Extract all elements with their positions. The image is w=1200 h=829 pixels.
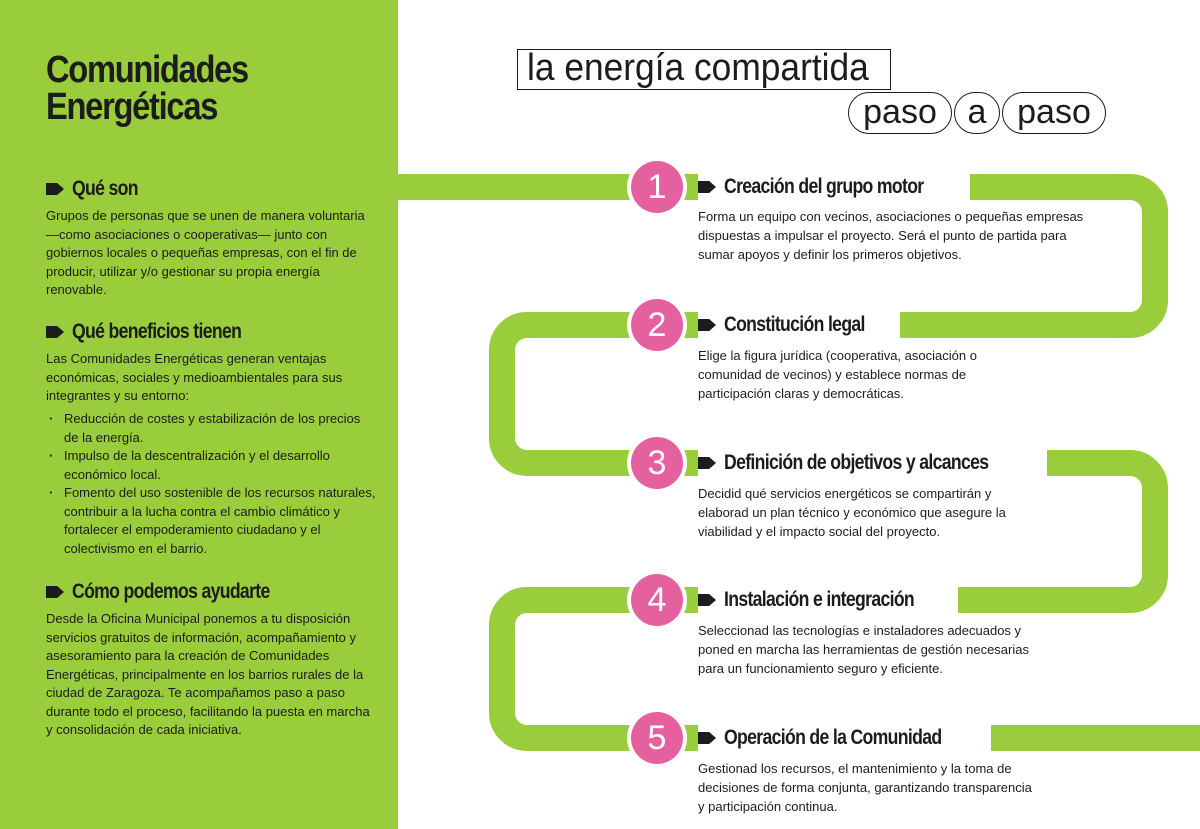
step-title: Constitución legal <box>724 313 865 336</box>
step-title: Definición de objetivos y alcances <box>724 451 989 474</box>
header-title: la energía compartida <box>527 47 869 89</box>
step-text-5: Gestionad los recursos, el mantenimiento y la toma de decisiones de forma conjunta, garantizando transparencia y participación continua. <box>698 761 1032 814</box>
step-number-3: 3 <box>631 437 683 489</box>
step-number-2: 2 <box>631 299 683 351</box>
arrow-right-icon <box>698 181 716 193</box>
step-number-5: 5 <box>631 712 683 764</box>
step-text-2: Elige la figura jurídica (cooperativa, asociación o comunidad de vecinos) y establece normas de participación claras y democráticas. <box>698 348 977 401</box>
list-item: · Reducción de costes y estabilización de los precios de la energía. <box>46 410 376 447</box>
step-heading-4 <box>698 585 958 615</box>
beneficios-intro: Las Comunidades Energéticas generan ventajas económicas, sociales y medioambientales para sus integrantes y su entorno: <box>46 351 343 403</box>
step-title: Creación del grupo motor <box>724 175 924 198</box>
step-heading-3 <box>698 448 1047 478</box>
subtitle-pill-2: a <box>954 92 1000 134</box>
section-title: Cómo podemos ayudarte <box>72 580 270 603</box>
step-text-1: Forma un equipo con vecinos, asociaciones o pequeñas empresas dispuestas a impulsar el proyecto. Será el punto de partida para sumar apoyos y definir los primeros objetivos. <box>698 209 1084 262</box>
step-title: Operación de la Comunidad <box>724 726 942 749</box>
step-text-4: Seleccionad las tecnologías e instaladores adecuados y poned en marcha las herramientas de gestión necesarias para un funcionamiento seguro y eficiente. <box>698 623 1029 676</box>
page-title-line-2: Energéticas <box>46 86 218 128</box>
arrow-right-icon <box>698 319 716 331</box>
que-son-text: Grupos de personas que se unen de manera voluntaria —como asociaciones o cooperativas— junto con gobiernos locales o pequeñas empresas, con el fin de producir, utilizar y/o gestionar su propia energía renovable. <box>46 208 365 297</box>
subtitle-pill-1: paso <box>848 92 952 134</box>
step-number-4: 4 <box>631 574 683 626</box>
step-number-1: 1 <box>631 161 683 213</box>
section-title: Qué beneficios tienen <box>72 320 242 343</box>
step-title: Instalación e integración <box>724 588 915 611</box>
step-heading-2 <box>698 310 900 340</box>
ayuda-text: Desde la Oficina Municipal ponemos a tu disposición servicios gratuitos de información, acompañamiento y asesoramiento para la creación de Comunidades Energéticas, principalmente en los barrios rurales de la ciudad de Zaragoza. Te acompañamos paso a paso durante todo el proceso, facilitando la puesta en marcha y consolidación de cada iniciativa. <box>46 611 370 737</box>
arrow-right-icon <box>698 594 716 606</box>
list-item: · Fomento del uso sostenible de los recursos naturales, contribuir a la lucha contra el cambio climático y fortalecer el empoderamiento ciudadano y el colectivismo en el barrio. <box>46 484 376 558</box>
step-heading-1 <box>698 172 970 202</box>
subtitle-pill-3: paso <box>1002 92 1106 134</box>
step-text-3: Decidid qué servicios energéticos se compartirán y elaborad un plan técnico y económico que asegure la viabilidad y el impacto social del proyecto. <box>698 486 1006 539</box>
arrow-right-icon <box>698 457 716 469</box>
list-item: · Impulso de la descentralización y el desarrollo económico local. <box>46 447 376 484</box>
page-title-line-1: Comunidades <box>46 49 248 91</box>
section-title: Qué son <box>72 177 138 200</box>
step-heading-5 <box>698 723 991 753</box>
arrow-right-icon <box>698 732 716 744</box>
